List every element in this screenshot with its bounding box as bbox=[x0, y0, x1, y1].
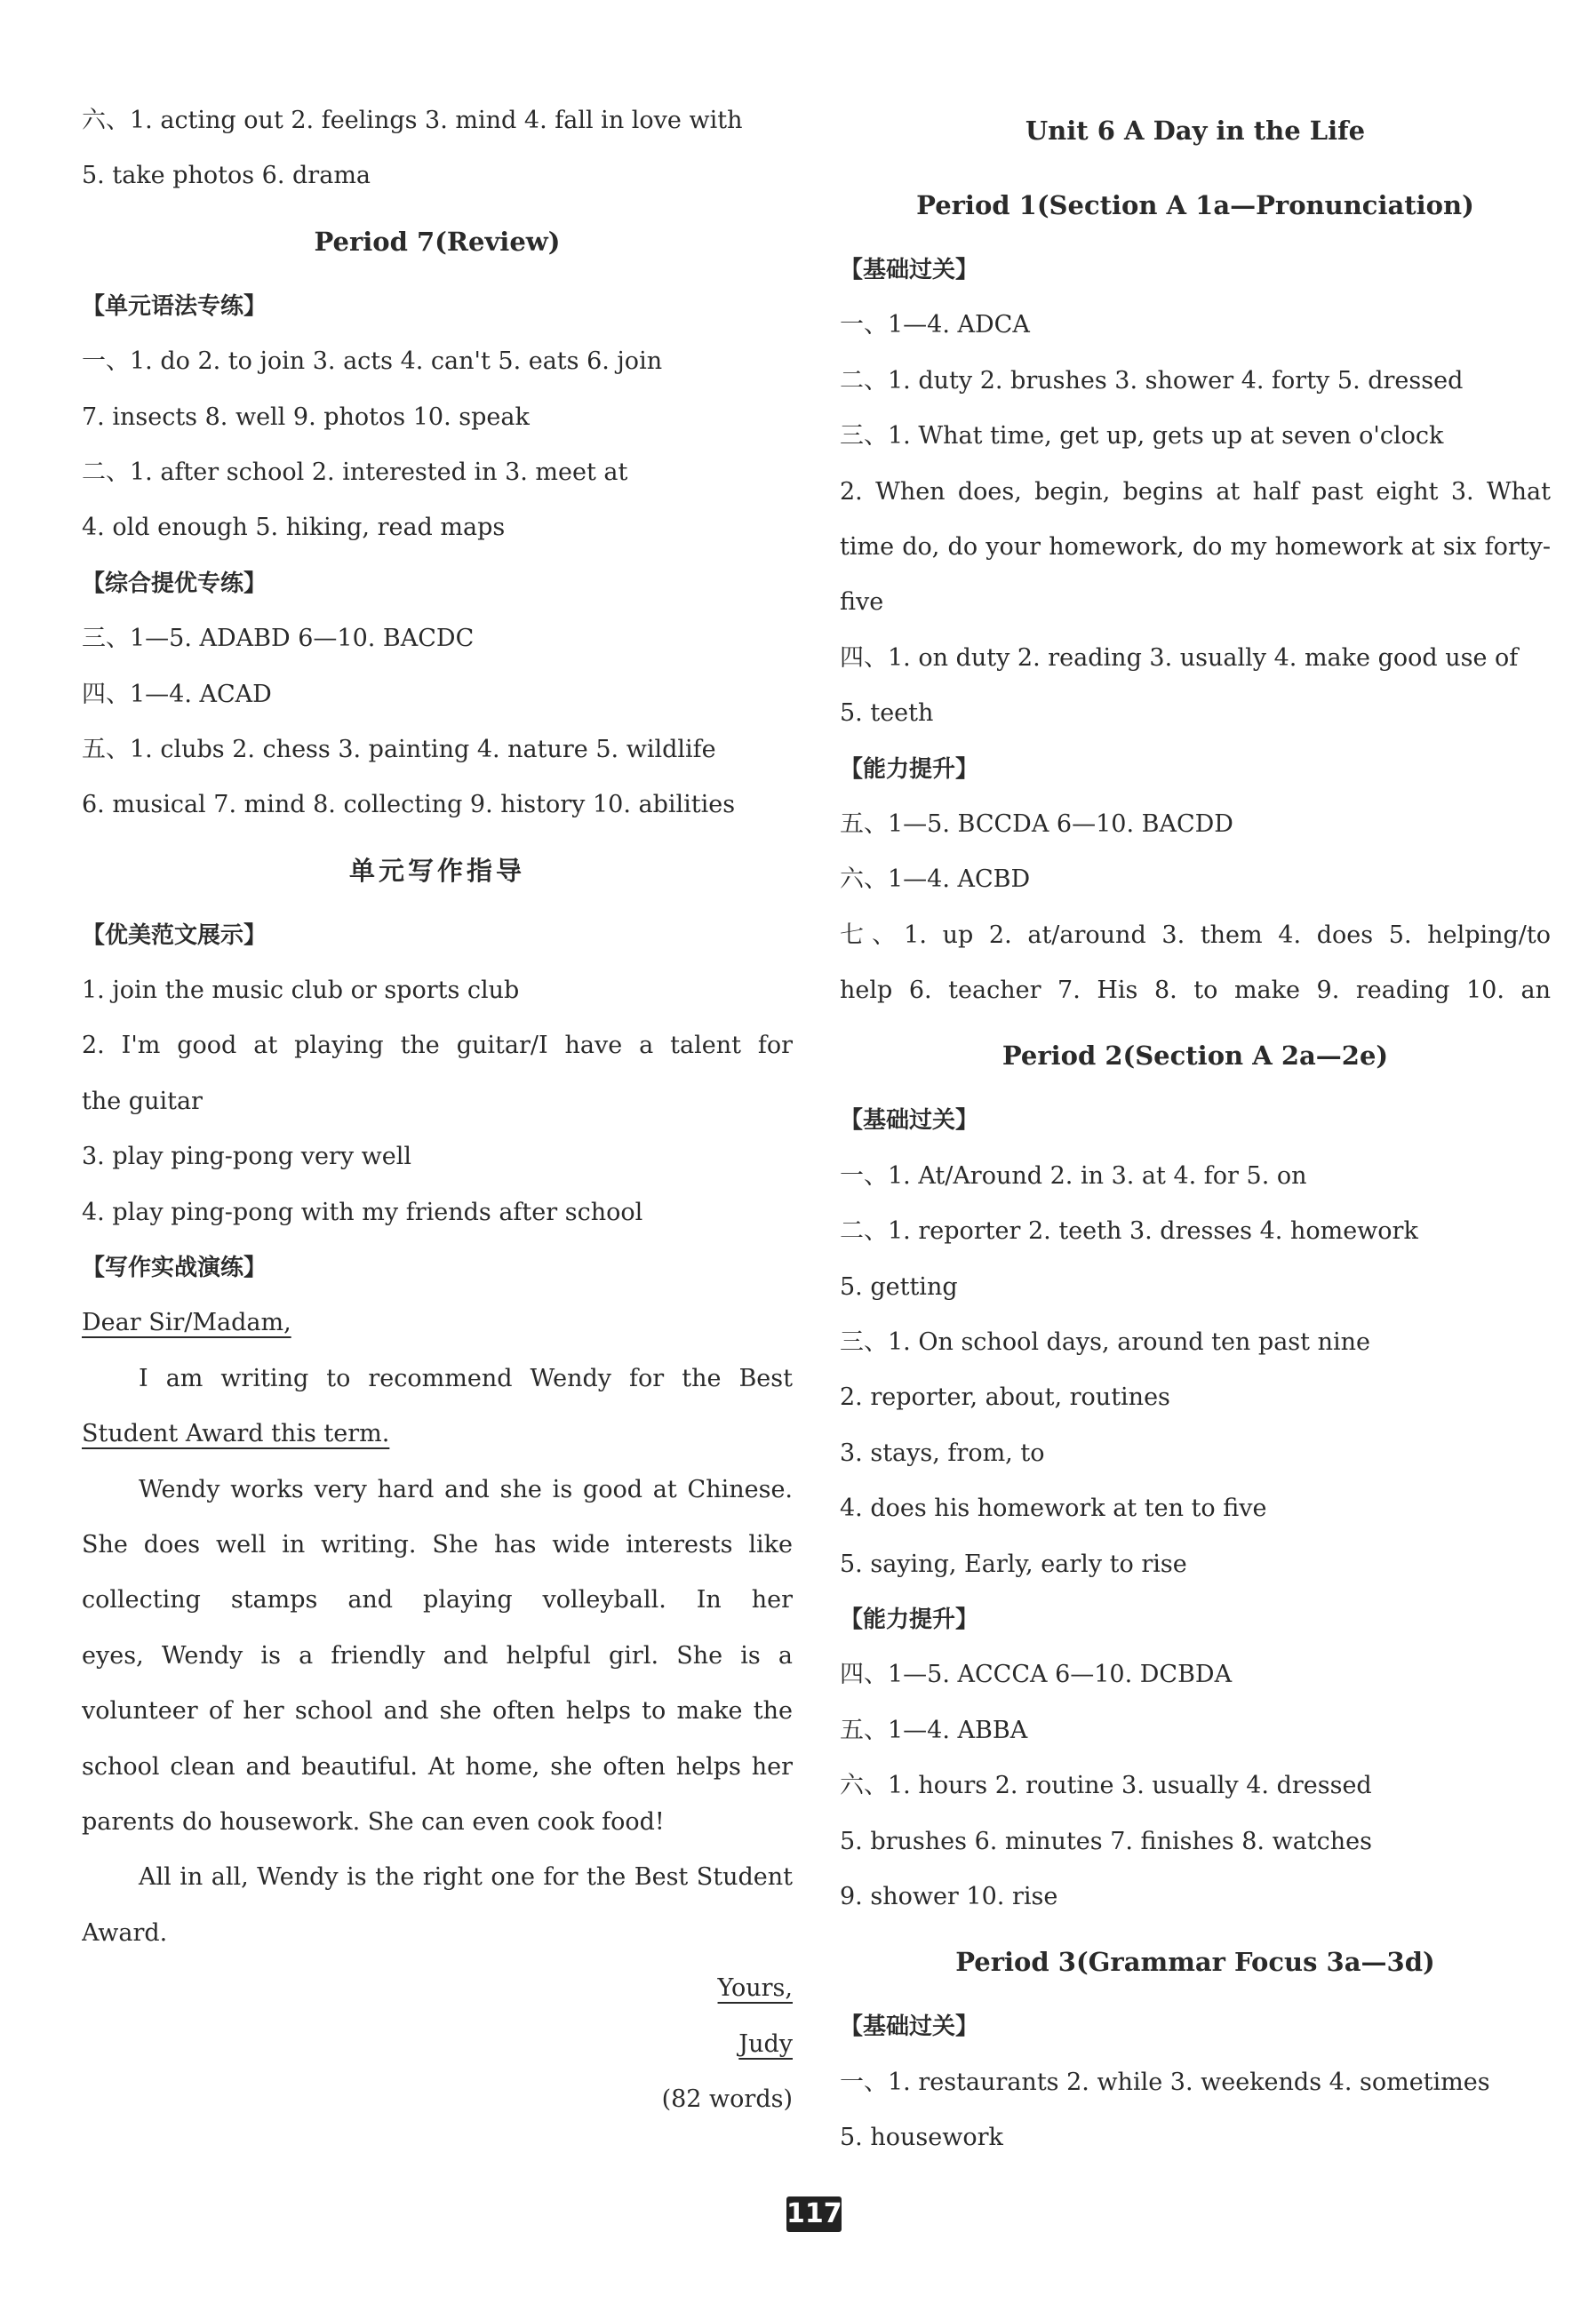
underlined-text: Yours, bbox=[717, 1974, 793, 2003]
text-line: 2. I'm good at playing the guitar/I have a talent for bbox=[82, 1032, 793, 1060]
signature-line bbox=[82, 2017, 793, 2072]
underlined-text: Student Award this term. bbox=[82, 1420, 390, 1448]
answer-line: 一、1—4. ADCA bbox=[840, 311, 1030, 339]
answer-line: 4. play ping-pong with my friends after school bbox=[82, 1198, 643, 1226]
text-line: school clean and beautiful. At home, she often helps her bbox=[82, 1752, 793, 1781]
underlined-text: Judy bbox=[738, 2029, 793, 2058]
answer-line: 5. housework bbox=[840, 2124, 1003, 2152]
text-line: 七、1. up 2. at/around 3. them 4. does 5. helping/to bbox=[840, 921, 1551, 949]
text-line: volunteer of her school and she often helps to make the bbox=[82, 1697, 793, 1726]
section-title: Period 2(Section A 2a—2e) bbox=[1001, 1040, 1389, 1072]
answer-line: 二、1. reporter 2. teeth 3. dresses 4. homework bbox=[840, 1217, 1418, 1246]
section-heading: 【优美范文展示】 bbox=[82, 921, 267, 949]
answer-line: 四、1. on duty 2. reading 3. usually 4. make good use of bbox=[840, 643, 1519, 672]
section-heading: 【单元语法专练】 bbox=[82, 292, 267, 320]
section-heading: 【基础过关】 bbox=[840, 1107, 979, 1135]
underlined-line bbox=[82, 1407, 793, 1462]
answer-line: 9. shower 10. rise bbox=[840, 1882, 1058, 1910]
section-heading: 【写作实战演练】 bbox=[82, 1255, 267, 1282]
answer-line: 6. musical 7. mind 8. collecting 9. history 10. abilities bbox=[82, 791, 736, 819]
answer-line: 1. join the music club or sports club bbox=[82, 977, 520, 1005]
answer-line: 五、1. clubs 2. chess 3. painting 4. nature 5. wildlife bbox=[82, 735, 716, 763]
section-title: 单元写作指导 bbox=[348, 855, 525, 886]
answer-line: the guitar bbox=[82, 1087, 203, 1115]
text-line: 2. When does, begin, begins at half past eight 3. What bbox=[840, 477, 1551, 506]
word-count: (82 words) bbox=[661, 2085, 793, 2113]
left-column bbox=[82, 93, 793, 2127]
underlined-text: Dear Sir/Madam, bbox=[82, 1309, 291, 1337]
paragraph-first-line: Wendy works very hard and she is good at Chinese. bbox=[139, 1475, 793, 1503]
section-heading: 【综合提优专练】 bbox=[82, 570, 267, 597]
answer-line: 五、1—4. ABBA bbox=[840, 1716, 1028, 1744]
answer-line: Award. bbox=[82, 1918, 168, 1947]
text-line: She does well in writing. She has wide interests like bbox=[82, 1530, 793, 1559]
answer-line: 一、1. At/Around 2. in 3. at 4. for 5. on bbox=[840, 1161, 1307, 1190]
answer-line: five bbox=[840, 588, 884, 617]
paragraph-first-line: I am writing to recommend Wendy for the Best bbox=[139, 1364, 793, 1392]
answer-line: 4. does his homework at ten to five bbox=[840, 1495, 1267, 1523]
paragraph-first-line: All in all, Wendy is the right one for the Best Student bbox=[139, 1863, 793, 1892]
answer-line: 4. old enough 5. hiking, read maps bbox=[82, 514, 506, 542]
answer-line: 五、1—5. BCCDA 6—10. BACDD bbox=[840, 809, 1233, 838]
answer-line: 2. reporter, about, routines bbox=[840, 1383, 1170, 1412]
answer-line: 一、1. restaurants 2. while 3. weekends 4. sometimes bbox=[840, 2068, 1490, 2096]
section-heading: 【能力提升】 bbox=[840, 1606, 979, 1633]
right-column bbox=[840, 93, 1551, 2166]
section-title: Period 3(Grammar Focus 3a—3d) bbox=[955, 1947, 1435, 1978]
page-number: 117 bbox=[786, 2196, 842, 2232]
text-line: time do, do your homework, do my homework at six forty- bbox=[840, 532, 1551, 561]
answer-line: 二、1. after school 2. interested in 3. meet at bbox=[82, 458, 628, 486]
section-heading: 【能力提升】 bbox=[840, 755, 979, 783]
section-title: Period 7(Review) bbox=[314, 226, 561, 257]
underlined-line bbox=[82, 1296, 793, 1351]
answer-line: 5. teeth bbox=[840, 699, 934, 728]
answer-line: 六、1. hours 2. routine 3. usually 4. dressed bbox=[840, 1772, 1372, 1800]
text-line: collecting stamps and playing volleyball. In her bbox=[82, 1586, 793, 1614]
answer-line: 7. insects 8. well 9. photos 10. speak bbox=[82, 403, 530, 431]
answer-line: 三、1. On school days, around ten past nine bbox=[840, 1328, 1370, 1357]
answer-line: 3. play ping-pong very well bbox=[82, 1143, 412, 1171]
answer-line: 3. stays, from, to bbox=[840, 1439, 1045, 1467]
text-line: help 6. teacher 7. His 8. to make 9. reading 10. an bbox=[840, 977, 1551, 1005]
text-line: eyes, Wendy is a friendly and helpful girl. She is a bbox=[82, 1641, 793, 1670]
answer-line: parents do housework. She can even cook food! bbox=[82, 1807, 665, 1836]
section-heading: 【基础过关】 bbox=[840, 257, 979, 283]
answer-line: 5. getting bbox=[840, 1272, 958, 1301]
answer-line: 二、1. duty 2. brushes 3. shower 4. forty 5. dressed bbox=[840, 366, 1464, 395]
section-title: Unit 6 A Day in the Life bbox=[1025, 116, 1366, 146]
answer-line: 5. saying, Early, early to rise bbox=[840, 1550, 1187, 1578]
signature-line bbox=[82, 1961, 793, 2016]
answer-line: 四、1—4. ACAD bbox=[82, 680, 272, 708]
answer-line: 六、1. acting out 2. feelings 3. mind 4. fall in love with bbox=[82, 107, 743, 134]
answer-line: 5. brushes 6. minutes 7. finishes 8. watches bbox=[840, 1827, 1372, 1855]
answer-line: 三、1. What time, get up, gets up at seven o'clock bbox=[840, 422, 1444, 450]
answer-line: 六、1—4. ACBD bbox=[840, 865, 1031, 894]
answer-line: 一、1. do 2. to join 3. acts 4. can't 5. eats 6. join bbox=[82, 347, 663, 376]
section-subtitle: Period 1(Section A 1a—Pronunciation) bbox=[916, 190, 1474, 220]
answer-line: 5. take photos 6. drama bbox=[82, 162, 371, 190]
section-heading: 【基础过关】 bbox=[840, 2013, 979, 2041]
answer-line: 三、1—5. ADABD 6—10. BACDC bbox=[82, 625, 475, 653]
answer-line: 四、1—5. ACCCA 6—10. DCBDA bbox=[840, 1661, 1233, 1689]
